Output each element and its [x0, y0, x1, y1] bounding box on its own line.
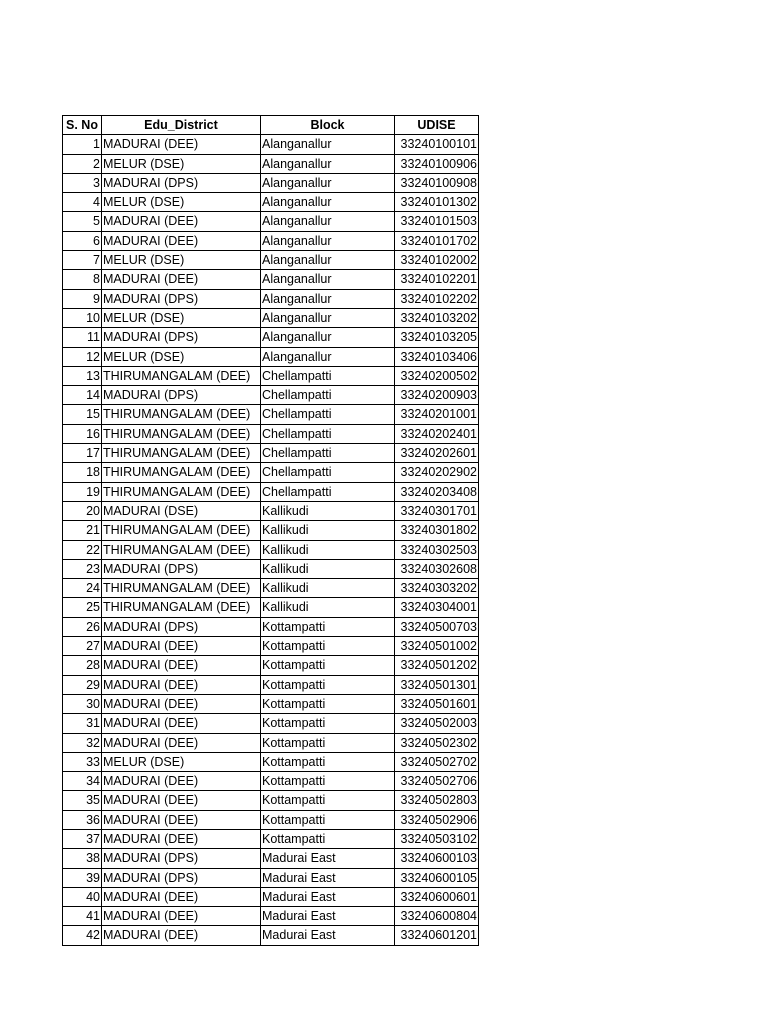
cell-udise: 33240102002 — [395, 251, 479, 270]
cell-edu-district: THIRUMANGALAM (DEE) — [102, 405, 261, 424]
cell-serial-number: 11 — [63, 328, 102, 347]
cell-serial-number: 37 — [63, 829, 102, 848]
cell-serial-number: 23 — [63, 559, 102, 578]
cell-udise: 33240501601 — [395, 694, 479, 713]
cell-udise: 33240200903 — [395, 386, 479, 405]
cell-block: Madurai East — [261, 868, 395, 887]
table-row — [63, 424, 479, 443]
table-row — [63, 231, 479, 250]
cell-serial-number: 1 — [63, 135, 102, 154]
cell-block: Alanganallur — [261, 231, 395, 250]
cell-edu-district: MADURAI (DPS) — [102, 386, 261, 405]
cell-block: Madurai East — [261, 849, 395, 868]
cell-serial-number: 4 — [63, 193, 102, 212]
table-row — [63, 598, 479, 617]
cell-udise: 33240202902 — [395, 463, 479, 482]
header-serial-number: S. No — [63, 116, 102, 135]
cell-serial-number: 19 — [63, 482, 102, 501]
cell-udise: 33240201001 — [395, 405, 479, 424]
cell-udise: 33240502302 — [395, 733, 479, 752]
cell-block: Kottampatti — [261, 617, 395, 636]
cell-serial-number: 31 — [63, 714, 102, 733]
cell-serial-number: 34 — [63, 772, 102, 791]
cell-edu-district: MADURAI (DPS) — [102, 173, 261, 192]
cell-block: Kottampatti — [261, 752, 395, 771]
header-block: Block — [261, 116, 395, 135]
table-row — [63, 270, 479, 289]
cell-udise: 33240302608 — [395, 559, 479, 578]
cell-edu-district: MELUR (DSE) — [102, 193, 261, 212]
cell-udise: 33240600601 — [395, 887, 479, 906]
table-row — [63, 733, 479, 752]
cell-serial-number: 30 — [63, 694, 102, 713]
cell-udise: 33240501002 — [395, 637, 479, 656]
cell-edu-district: THIRUMANGALAM (DEE) — [102, 482, 261, 501]
table-row — [63, 752, 479, 771]
table-row — [63, 617, 479, 636]
cell-block: Kallikudi — [261, 598, 395, 617]
cell-block: Kottampatti — [261, 829, 395, 848]
cell-edu-district: THIRUMANGALAM (DEE) — [102, 598, 261, 617]
cell-udise: 33240304001 — [395, 598, 479, 617]
table-row — [63, 463, 479, 482]
cell-edu-district: MELUR (DSE) — [102, 752, 261, 771]
cell-edu-district: MADURAI (DEE) — [102, 637, 261, 656]
cell-serial-number: 26 — [63, 617, 102, 636]
cell-edu-district: MADURAI (DEE) — [102, 810, 261, 829]
cell-udise: 33240502706 — [395, 772, 479, 791]
cell-block: Kallikudi — [261, 521, 395, 540]
cell-block: Chellampatti — [261, 386, 395, 405]
cell-serial-number: 16 — [63, 424, 102, 443]
table-row — [63, 308, 479, 327]
cell-serial-number: 39 — [63, 868, 102, 887]
cell-block: Kottampatti — [261, 791, 395, 810]
cell-udise: 33240100908 — [395, 173, 479, 192]
cell-block: Alanganallur — [261, 328, 395, 347]
cell-udise: 33240103406 — [395, 347, 479, 366]
table-row — [63, 887, 479, 906]
cell-udise: 33240303202 — [395, 579, 479, 598]
cell-serial-number: 8 — [63, 270, 102, 289]
table-row — [63, 386, 479, 405]
cell-serial-number: 38 — [63, 849, 102, 868]
cell-serial-number: 20 — [63, 501, 102, 520]
table-row — [63, 656, 479, 675]
table-row — [63, 714, 479, 733]
cell-edu-district: MADURAI (DEE) — [102, 733, 261, 752]
table-row — [63, 829, 479, 848]
cell-edu-district: THIRUMANGALAM (DEE) — [102, 424, 261, 443]
cell-serial-number: 32 — [63, 733, 102, 752]
cell-udise: 33240202601 — [395, 444, 479, 463]
cell-udise: 33240203408 — [395, 482, 479, 501]
cell-edu-district: MADURAI (DEE) — [102, 907, 261, 926]
table-row — [63, 579, 479, 598]
header-edu-district: Edu_District — [102, 116, 261, 135]
cell-block: Kottampatti — [261, 810, 395, 829]
cell-block: Chellampatti — [261, 463, 395, 482]
cell-udise: 33240503102 — [395, 829, 479, 848]
table-row — [63, 540, 479, 559]
cell-edu-district: THIRUMANGALAM (DEE) — [102, 579, 261, 598]
cell-edu-district: MADURAI (DEE) — [102, 829, 261, 848]
cell-block: Kottampatti — [261, 656, 395, 675]
table-row — [63, 328, 479, 347]
cell-block: Alanganallur — [261, 308, 395, 327]
cell-block: Alanganallur — [261, 135, 395, 154]
cell-serial-number: 18 — [63, 463, 102, 482]
cell-serial-number: 17 — [63, 444, 102, 463]
cell-edu-district: MADURAI (DPS) — [102, 849, 261, 868]
table-row — [63, 347, 479, 366]
cell-udise: 33240101302 — [395, 193, 479, 212]
cell-block: Kottampatti — [261, 675, 395, 694]
table-row — [63, 907, 479, 926]
cell-edu-district: MELUR (DSE) — [102, 347, 261, 366]
cell-udise: 33240600103 — [395, 849, 479, 868]
cell-edu-district: MELUR (DSE) — [102, 154, 261, 173]
cell-edu-district: MADURAI (DPS) — [102, 868, 261, 887]
table-row — [63, 637, 479, 656]
cell-serial-number: 41 — [63, 907, 102, 926]
cell-edu-district: MADURAI (DEE) — [102, 675, 261, 694]
cell-serial-number: 22 — [63, 540, 102, 559]
table-row — [63, 444, 479, 463]
cell-udise: 33240501202 — [395, 656, 479, 675]
cell-edu-district: MADURAI (DEE) — [102, 694, 261, 713]
cell-edu-district: MADURAI (DEE) — [102, 926, 261, 945]
cell-block: Alanganallur — [261, 270, 395, 289]
cell-edu-district: MADURAI (DEE) — [102, 135, 261, 154]
cell-block: Chellampatti — [261, 444, 395, 463]
cell-block: Chellampatti — [261, 405, 395, 424]
cell-serial-number: 5 — [63, 212, 102, 231]
cell-edu-district: THIRUMANGALAM (DEE) — [102, 540, 261, 559]
cell-udise: 33240101503 — [395, 212, 479, 231]
cell-block: Alanganallur — [261, 173, 395, 192]
table-row — [63, 289, 479, 308]
table-row — [63, 849, 479, 868]
table-row — [63, 694, 479, 713]
header-row — [63, 116, 479, 135]
cell-serial-number: 15 — [63, 405, 102, 424]
cell-serial-number: 14 — [63, 386, 102, 405]
table-row — [63, 154, 479, 173]
table-row — [63, 926, 479, 945]
cell-udise: 33240100906 — [395, 154, 479, 173]
cell-udise: 33240501301 — [395, 675, 479, 694]
cell-udise: 33240601201 — [395, 926, 479, 945]
cell-block: Alanganallur — [261, 347, 395, 366]
cell-serial-number: 27 — [63, 637, 102, 656]
cell-edu-district: THIRUMANGALAM (DEE) — [102, 444, 261, 463]
cell-edu-district: MADURAI (DEE) — [102, 714, 261, 733]
cell-edu-district: MELUR (DSE) — [102, 308, 261, 327]
cell-edu-district: THIRUMANGALAM (DEE) — [102, 521, 261, 540]
cell-edu-district: MADURAI (DEE) — [102, 791, 261, 810]
cell-udise: 33240302503 — [395, 540, 479, 559]
table-row — [63, 366, 479, 385]
header-udise: UDISE — [395, 116, 479, 135]
cell-udise: 33240100101 — [395, 135, 479, 154]
cell-serial-number: 2 — [63, 154, 102, 173]
school-table — [62, 115, 479, 946]
cell-serial-number: 6 — [63, 231, 102, 250]
table-row — [63, 251, 479, 270]
cell-block: Madurai East — [261, 907, 395, 926]
cell-block: Kottampatti — [261, 637, 395, 656]
cell-serial-number: 3 — [63, 173, 102, 192]
cell-udise: 33240103205 — [395, 328, 479, 347]
table-header — [63, 116, 479, 135]
table-row — [63, 791, 479, 810]
cell-serial-number: 13 — [63, 366, 102, 385]
cell-udise: 33240600804 — [395, 907, 479, 926]
table-row — [63, 675, 479, 694]
table-row — [63, 501, 479, 520]
cell-serial-number: 42 — [63, 926, 102, 945]
cell-edu-district: MADURAI (DEE) — [102, 656, 261, 675]
cell-serial-number: 28 — [63, 656, 102, 675]
cell-serial-number: 25 — [63, 598, 102, 617]
cell-udise: 33240502803 — [395, 791, 479, 810]
table-row — [63, 482, 479, 501]
cell-udise: 33240502906 — [395, 810, 479, 829]
cell-edu-district: MADURAI (DEE) — [102, 772, 261, 791]
cell-block: Kottampatti — [261, 694, 395, 713]
cell-block: Alanganallur — [261, 212, 395, 231]
table-row — [63, 212, 479, 231]
cell-serial-number: 10 — [63, 308, 102, 327]
cell-serial-number: 33 — [63, 752, 102, 771]
cell-block: Chellampatti — [261, 482, 395, 501]
cell-block: Alanganallur — [261, 289, 395, 308]
cell-block: Kallikudi — [261, 540, 395, 559]
cell-edu-district: MADURAI (DPS) — [102, 328, 261, 347]
cell-edu-district: MELUR (DSE) — [102, 251, 261, 270]
table-row — [63, 559, 479, 578]
table-row — [63, 405, 479, 424]
cell-edu-district: MADURAI (DEE) — [102, 270, 261, 289]
cell-serial-number: 9 — [63, 289, 102, 308]
cell-serial-number: 7 — [63, 251, 102, 270]
cell-block: Madurai East — [261, 887, 395, 906]
table-row — [63, 173, 479, 192]
cell-edu-district: MADURAI (DEE) — [102, 231, 261, 250]
cell-block: Alanganallur — [261, 193, 395, 212]
cell-edu-district: MADURAI (DPS) — [102, 559, 261, 578]
cell-serial-number: 35 — [63, 791, 102, 810]
cell-serial-number: 36 — [63, 810, 102, 829]
table-row — [63, 135, 479, 154]
cell-udise: 33240102201 — [395, 270, 479, 289]
cell-edu-district: MADURAI (DSE) — [102, 501, 261, 520]
table-row — [63, 868, 479, 887]
cell-block: Chellampatti — [261, 424, 395, 443]
cell-udise: 33240103202 — [395, 308, 479, 327]
table-row — [63, 521, 479, 540]
cell-edu-district: THIRUMANGALAM (DEE) — [102, 366, 261, 385]
cell-udise: 33240502003 — [395, 714, 479, 733]
table-row — [63, 193, 479, 212]
cell-block: Chellampatti — [261, 366, 395, 385]
cell-udise: 33240502702 — [395, 752, 479, 771]
cell-edu-district: MADURAI (DEE) — [102, 887, 261, 906]
cell-block: Kallikudi — [261, 579, 395, 598]
cell-block: Kottampatti — [261, 714, 395, 733]
cell-block: Alanganallur — [261, 154, 395, 173]
cell-udise: 33240500703 — [395, 617, 479, 636]
cell-udise: 33240200502 — [395, 366, 479, 385]
table-body — [63, 135, 479, 945]
cell-udise: 33240600105 — [395, 868, 479, 887]
cell-block: Kallikudi — [261, 559, 395, 578]
table-row — [63, 810, 479, 829]
cell-edu-district: MADURAI (DPS) — [102, 289, 261, 308]
cell-serial-number: 12 — [63, 347, 102, 366]
cell-udise: 33240102202 — [395, 289, 479, 308]
cell-block: Alanganallur — [261, 251, 395, 270]
cell-udise: 33240101702 — [395, 231, 479, 250]
cell-udise: 33240301802 — [395, 521, 479, 540]
cell-block: Madurai East — [261, 926, 395, 945]
cell-block: Kallikudi — [261, 501, 395, 520]
cell-edu-district: MADURAI (DPS) — [102, 617, 261, 636]
cell-edu-district: MADURAI (DEE) — [102, 212, 261, 231]
cell-udise: 33240301701 — [395, 501, 479, 520]
cell-serial-number: 24 — [63, 579, 102, 598]
cell-serial-number: 29 — [63, 675, 102, 694]
table-row — [63, 772, 479, 791]
cell-serial-number: 40 — [63, 887, 102, 906]
cell-udise: 33240202401 — [395, 424, 479, 443]
cell-edu-district: THIRUMANGALAM (DEE) — [102, 463, 261, 482]
cell-serial-number: 21 — [63, 521, 102, 540]
cell-block: Kottampatti — [261, 772, 395, 791]
cell-block: Kottampatti — [261, 733, 395, 752]
